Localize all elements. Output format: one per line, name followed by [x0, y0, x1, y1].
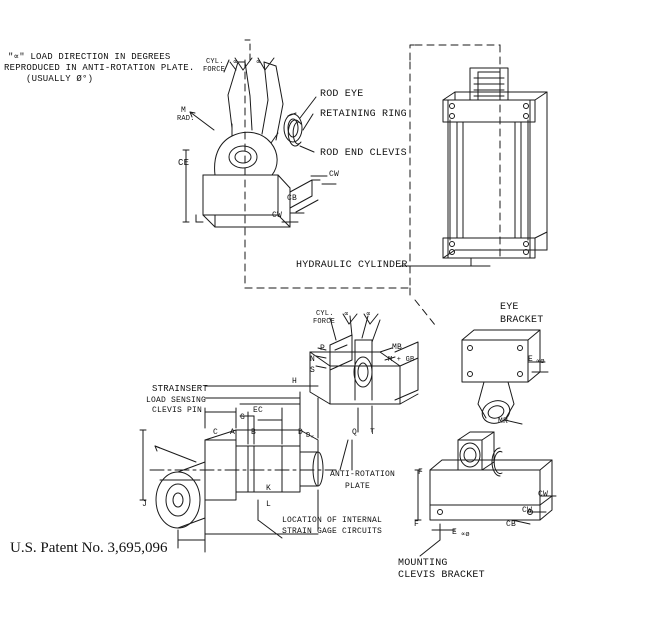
dim-j: J — [142, 500, 148, 509]
alpha-angle-top-right: ∝ — [256, 58, 262, 67]
callout-rod-end-clevis: ROD END CLEVIS — [320, 148, 407, 159]
dim-cb-bracket: CB — [506, 520, 517, 529]
dim-m-rad: RAD. — [177, 115, 195, 123]
dim-cw-top-2: CW — [272, 211, 283, 220]
dim-ce: CE — [178, 158, 190, 168]
note-line-3: (USUALLY Ø°) — [26, 74, 94, 84]
dim-mb: MB — [392, 343, 403, 352]
alpha-angle-mid-right: ∝ — [366, 310, 372, 319]
dim-alpha-bracket: ∝ø — [461, 531, 470, 539]
callout-anti-rotation-line2: PLATE — [345, 482, 371, 491]
cyl-force-label-top-2: FORCE — [203, 66, 226, 74]
callout-internal-gages-line1: LOCATION OF INTERNAL — [282, 516, 383, 525]
dim-d2: D₂ — [306, 432, 315, 440]
callout-retaining-ring: RETAINING RING — [320, 109, 407, 120]
dim-cb-top: CB — [287, 194, 298, 203]
alpha-angle-top-left: ∝ — [233, 58, 239, 67]
callout-eye-bracket-line2: BRACKET — [500, 315, 544, 326]
note-line-2: REPRODUCED IN ANTI-ROTATION PLATE. — [4, 63, 195, 73]
note-line-1: "∝" LOAD DIRECTION IN DEGREES — [8, 52, 171, 62]
dim-e-bracket: E — [452, 528, 458, 537]
dim-c: C — [213, 428, 219, 437]
dim-b: B — [251, 428, 257, 437]
dim-t: T — [370, 428, 376, 437]
dim-h: H — [292, 377, 298, 386]
alpha-angle-mid-left: ∝ — [344, 310, 350, 319]
dim-f-bracket: F — [418, 468, 424, 477]
dim-alpha-eye-bracket: ∝ø — [536, 358, 545, 366]
dim-cw-top: CW — [329, 170, 340, 179]
dim-e-eye-bracket: E — [528, 355, 534, 364]
cyl-force-label-mid: CYL. — [316, 310, 334, 318]
dim-l: L — [266, 500, 272, 509]
callout-rod-eye: ROD EYE — [320, 89, 364, 100]
callout-strainsert-line2: LOAD SENSING — [146, 396, 207, 405]
callout-strainsert-line3: CLEVIS PIN — [152, 406, 203, 415]
callout-strainsert-line1: STRAINSERT — [152, 384, 209, 394]
callout-mounting-line2: CLEVIS BRACKET — [398, 570, 485, 581]
dim-g: G — [240, 413, 246, 422]
dim-ec: EC — [253, 406, 264, 415]
dim-s: S — [310, 366, 316, 375]
dim-m-gb: M + GB — [388, 356, 415, 364]
dim-mr: MR — [498, 417, 509, 426]
dim-k: K — [266, 484, 272, 493]
callout-internal-gages-line2: STRAIN GAGE CIRCUITS — [282, 527, 383, 536]
callout-hydraulic-cylinder: HYDRAULIC CYLINDER — [296, 260, 408, 271]
dim-p: P — [320, 344, 326, 353]
dim-cw-bracket-2: CW — [522, 506, 533, 515]
callout-eye-bracket-line1: EYE — [500, 302, 519, 313]
dim-a: A — [230, 428, 236, 437]
dim-m: M — [181, 106, 187, 115]
dim-d: D — [298, 428, 304, 437]
dim-q: Q — [352, 428, 358, 437]
dim-cw-bracket: CW — [538, 490, 549, 499]
cyl-force-label-top: CYL. — [206, 58, 224, 66]
patent-number: U.S. Patent No. 3,695,096 — [10, 540, 168, 556]
cyl-force-label-mid-2: FORCE — [313, 318, 336, 326]
callout-mounting-line1: MOUNTING — [398, 558, 448, 569]
dim-f-bracket-2: F — [414, 520, 420, 529]
callout-anti-rotation-line1: ANTI-ROTATION — [330, 470, 396, 479]
dim-n: N — [310, 355, 316, 364]
